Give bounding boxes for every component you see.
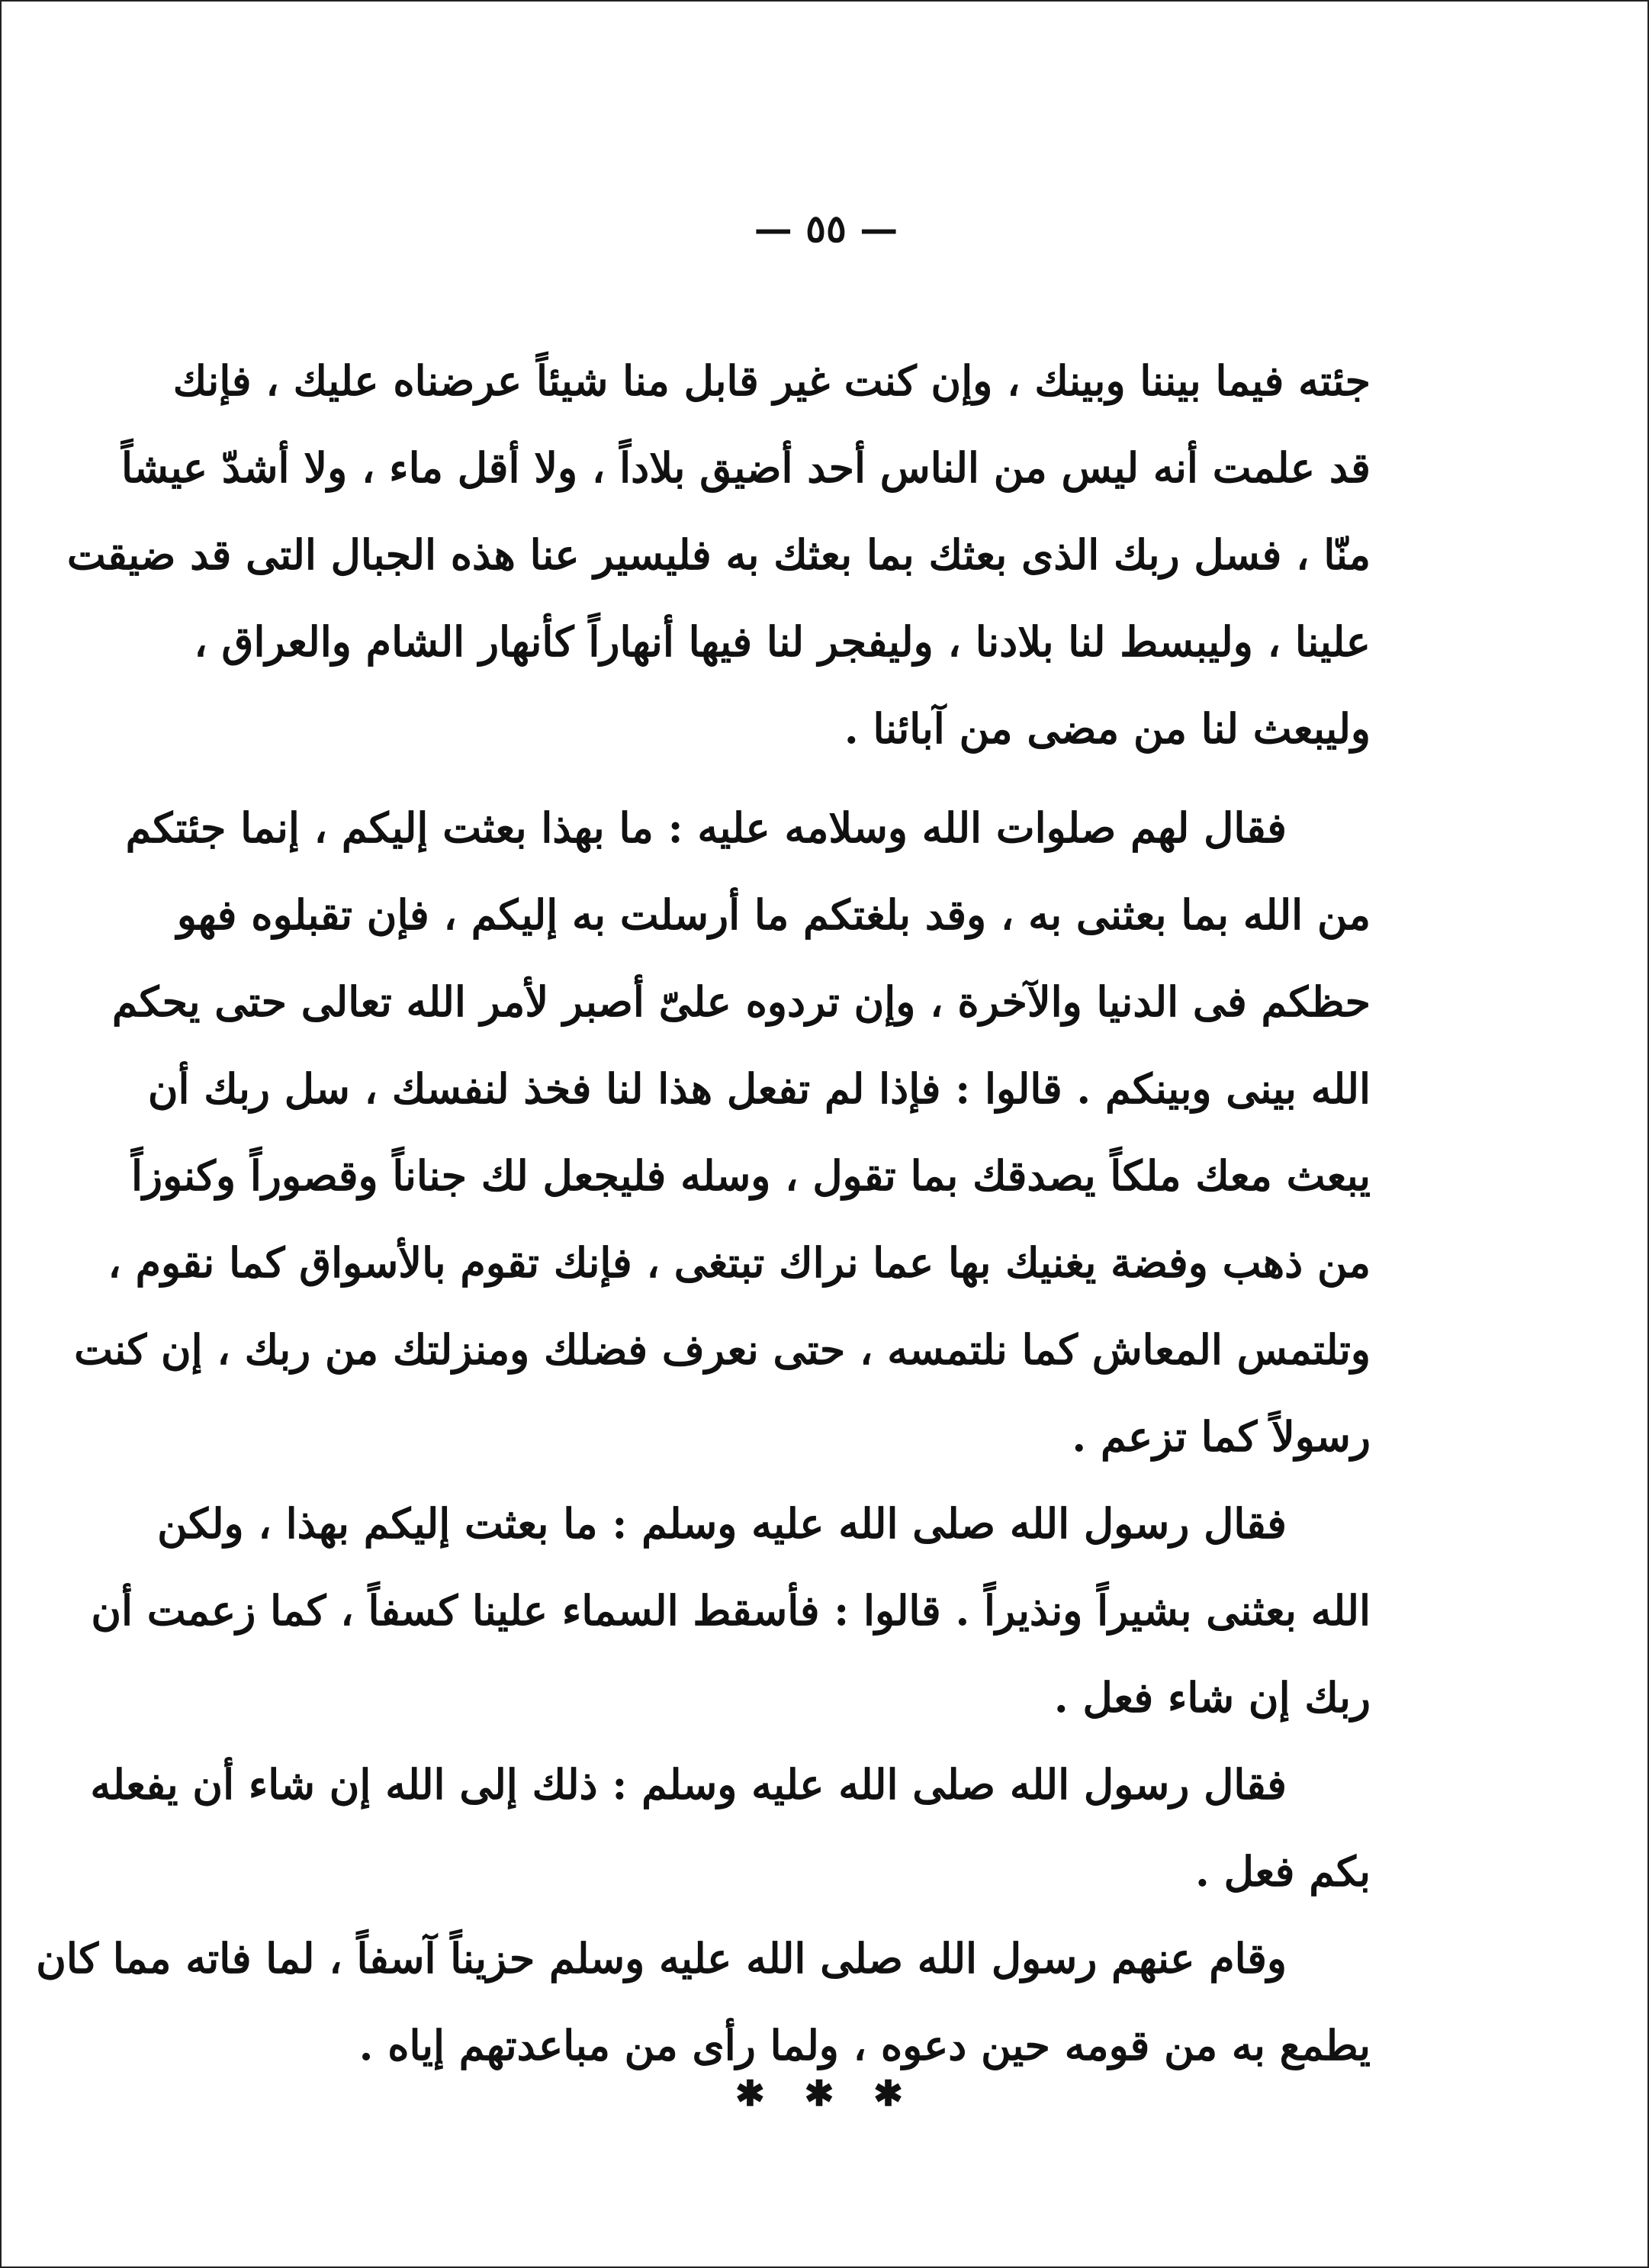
text-line: وليبعث لنا من مضى من آبائنا . xyxy=(844,704,1371,753)
text-line: فقال رسول الله صلى الله عليه وسلم : ما بعثت إليكم بهذا ، ولكن xyxy=(157,1499,1287,1548)
paragraph-4 xyxy=(90,1741,1371,1915)
paragraph-5 xyxy=(36,1915,1371,2089)
text-line: الله بينى وبينكم . قالوا : فإذا لم تفعل هذا لنا فخذ لنفسك ، سل ربك أن xyxy=(147,1064,1371,1113)
page-number: — ٥٥ — xyxy=(754,206,898,251)
text-line: فقال رسول الله صلى الله عليه وسلم : ذلك إلى الله إن شاء أن يفعله xyxy=(90,1760,1287,1809)
text-line: من الله بما بعثنى به ، وقد بلغتكم ما أرسلت به إليكم ، فإن تقبلوه فهو xyxy=(176,890,1371,939)
paragraph-2 xyxy=(74,784,1371,1480)
text-line: قد علمت أنه ليس من الناس أحد أضيق بلاداً ، ولا أقل ماء ، ولا أشدّ عيشاً xyxy=(121,443,1371,492)
paragraph-1 xyxy=(66,337,1371,772)
text-line: يبعث معك ملكاً يصدقك بما تقول ، وسله فليجعل لك جناناً وقصوراً وكنوزاً xyxy=(131,1151,1371,1200)
text-line: من ذهب وفضة يغنيك بها عما نراك تبتغى ، فإنك تقوم بالأسواق كما نقوم ، xyxy=(108,1238,1371,1287)
page-text xyxy=(36,337,1371,2089)
text-line: ربك إن شاء فعل . xyxy=(1053,1673,1371,1722)
text-line: منّا ، فسل ربك الذى بعثك بما بعثك به فليسير عنا هذه الجبال التى قد ضيقت xyxy=(66,530,1371,579)
text-line: بكم فعل . xyxy=(1195,1847,1371,1896)
text-line: الله بعثنى بشيراً ونذيراً . قالوا : فأسقط السماء علينا كسفاً ، كما زعمت أن xyxy=(91,1586,1371,1635)
text-line: وقام عنهم رسول الله صلى الله عليه وسلم حزيناً آسفاً ، لما فاته مما كان xyxy=(36,1934,1287,1983)
text-line: رسولاً كما تزعم . xyxy=(1072,1412,1371,1461)
text-line: جئته فيما بيننا وبينك ، وإن كنت غير قابل منا شيئاً عرضناه عليك ، فإنك xyxy=(172,356,1371,405)
section-break-asterisks: ✱ ✱ ✱ xyxy=(735,2073,917,2114)
text-line: وتلتمس المعاش كما نلتمسه ، حتى نعرف فضلك ومنزلتك من ربك ، إن كنت xyxy=(74,1325,1371,1374)
text-line: يطمع به من قومه حين دعوه ، ولما رأى من مباعدتهم إياه . xyxy=(358,2021,1371,2070)
paragraph-3 xyxy=(91,1480,1371,1741)
text-line: حظكم فى الدنيا والآخرة ، وإن تردوه علىّ أصبر لأمر الله تعالى حتى يحكم xyxy=(111,977,1371,1026)
text-line: علينا ، وليبسط لنا بلادنا ، وليفجر لنا فيها أنهاراً كأنهار الشام والعراق ، xyxy=(194,617,1371,666)
text-line: فقال لهم صلوات الله وسلامه عليه : ما بهذا بعثت إليكم ، إنما جئتكم xyxy=(125,803,1287,852)
